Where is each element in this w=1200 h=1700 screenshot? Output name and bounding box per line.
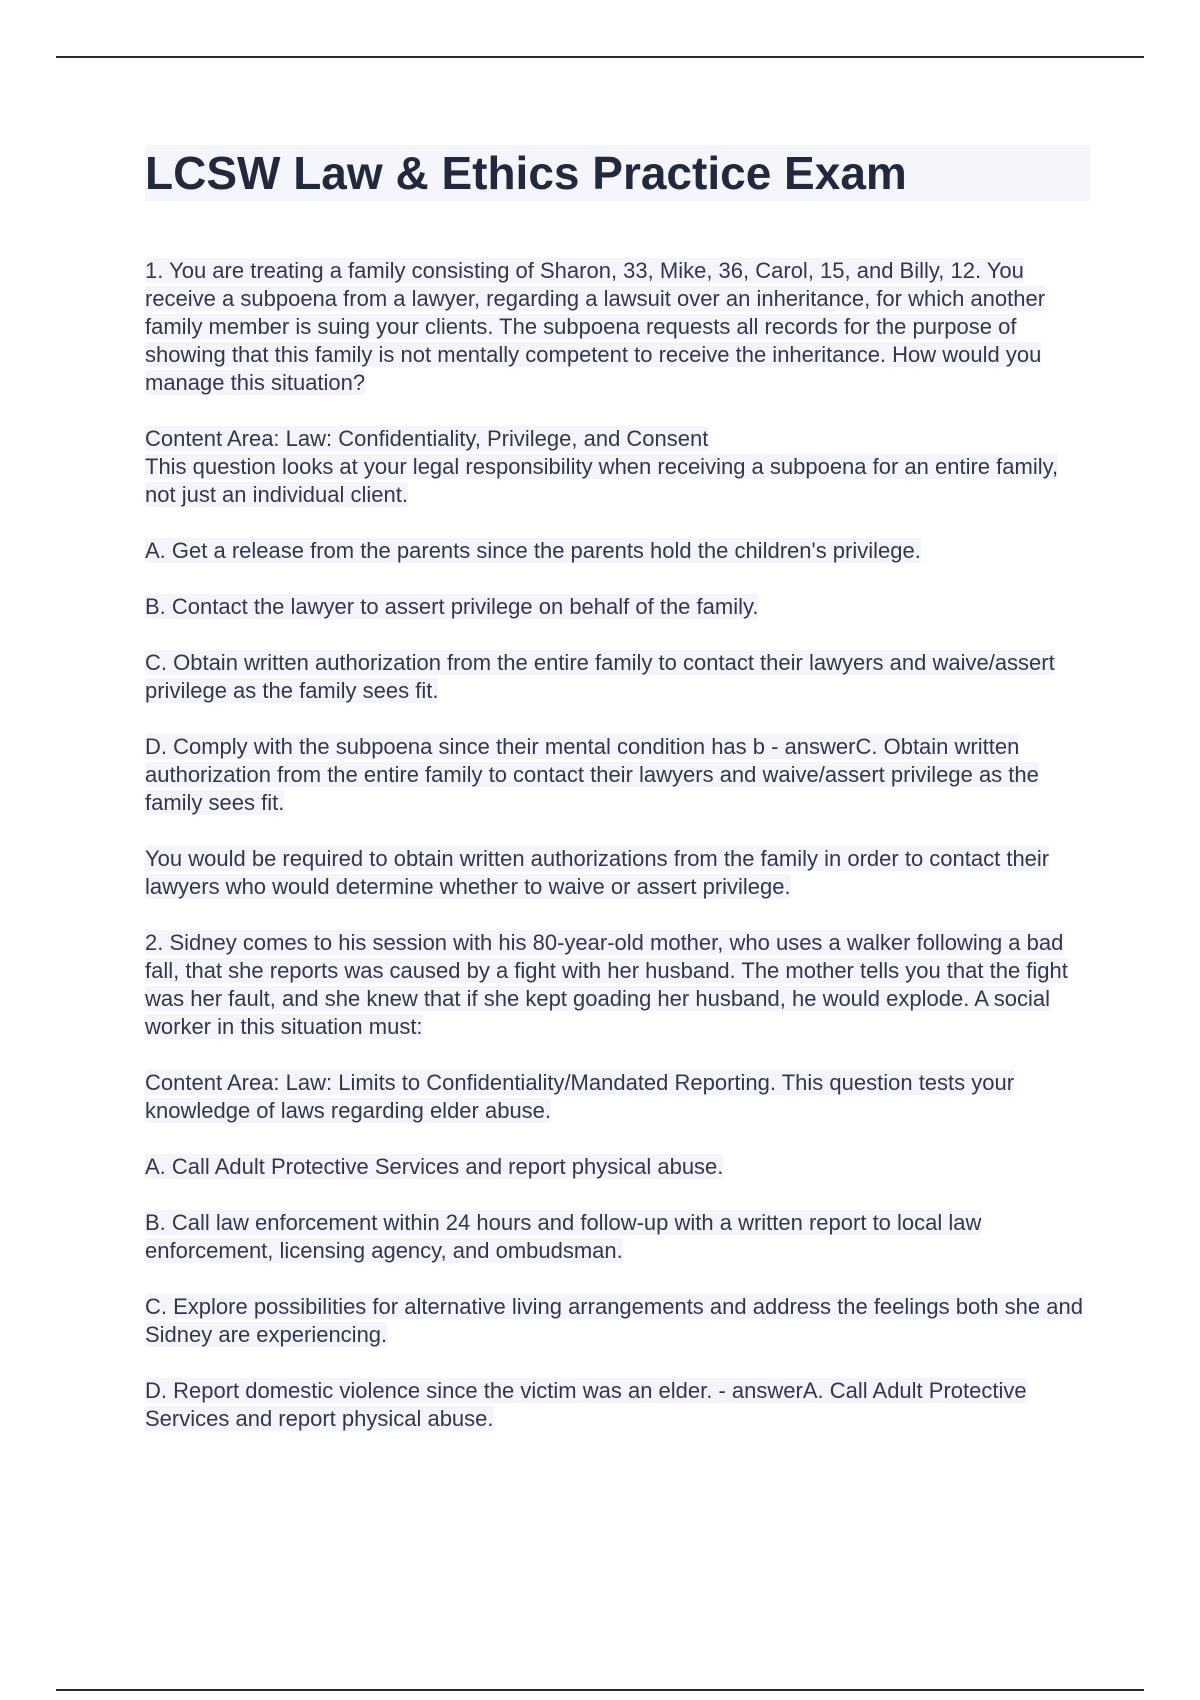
bottom-rule: [56, 1689, 1144, 1691]
q1-option-a-text: A. Get a release from the parents since the parents hold the children's privilege.: [145, 538, 921, 563]
q1-context: This question looks at your legal responsibility when receiving a subpoena for an entire family, not just an individual client.: [145, 454, 1059, 507]
q1-option-b-text: B. Contact the lawyer to assert privilege on behalf of the family.: [145, 594, 759, 619]
q1-option-a: [145, 537, 1090, 565]
q1-explanation-text: You would be required to obtain written authorizations from the family in order to contact their lawyers who would determine whether to waive or assert privilege.: [145, 846, 1050, 899]
q1-content-area: Content Area: Law: Confidentiality, Privilege, and Consent: [145, 426, 709, 451]
q2-content-area: [145, 1069, 1090, 1125]
q1-question-text: 1. You are treating a family consisting of Sharon, 33, Mike, 36, Carol, 15, and Billy, 12. You receive a subpoena from a lawyer, regarding a lawsuit over an inheritance, for which another family member is suing your clients. The subpoena requests all records for the purpose of showing that this family is not mentally competent to receive the inheritance. How would you manage this situation?: [145, 258, 1046, 395]
document-body: [145, 145, 1090, 1461]
q1-explanation: [145, 845, 1090, 901]
q2-question-text: 2. Sidney comes to his session with his 80-year-old mother, who uses a walker following a bad fall, that she reports was caused by a fight with her husband. The mother tells you that the fight was her fault, and she knew that if she kept goading her husband, he would explode. A social worker in this situation must:: [145, 930, 1068, 1039]
q2-option-b: [145, 1209, 1090, 1265]
q2-question: [145, 929, 1090, 1041]
q1-option-d: [145, 733, 1090, 817]
q1-option-c: [145, 649, 1090, 705]
q2-option-d-text: D. Report domestic violence since the victim was an elder. - answerA. Call Adult Protective Services and report physical abuse.: [145, 1378, 1027, 1431]
q1-content-block: [145, 425, 1090, 509]
q1-question: [145, 257, 1090, 397]
q2-option-c-text: C. Explore possibilities for alternative living arrangements and address the feelings both she and Sidney are experiencing.: [145, 1294, 1083, 1347]
q1-option-d-text: D. Comply with the subpoena since their mental condition has b - answerC. Obtain written authorization from the entire family to contact their lawyers and waive/assert privilege as the family sees fit.: [145, 734, 1039, 815]
q2-option-a: [145, 1153, 1090, 1181]
q1-option-b: [145, 593, 1090, 621]
q2-option-d: [145, 1377, 1090, 1433]
q1-option-c-text: C. Obtain written authorization from the entire family to contact their lawyers and waive/assert privilege as the family sees fit.: [145, 650, 1055, 703]
q2-option-c: [145, 1293, 1090, 1349]
top-rule: [56, 56, 1144, 58]
q2-content-area-text: Content Area: Law: Limits to Confidentiality/Mandated Reporting. This question tests your knowledge of laws regarding elder abuse.: [145, 1070, 1015, 1123]
page-title: LCSW Law & Ethics Practice Exam: [145, 145, 1090, 201]
q2-option-b-text: B. Call law enforcement within 24 hours and follow-up with a written report to local law enforcement, licensing agency, and ombudsman.: [145, 1210, 982, 1263]
q2-option-a-text: A. Call Adult Protective Services and report physical abuse.: [145, 1154, 724, 1179]
